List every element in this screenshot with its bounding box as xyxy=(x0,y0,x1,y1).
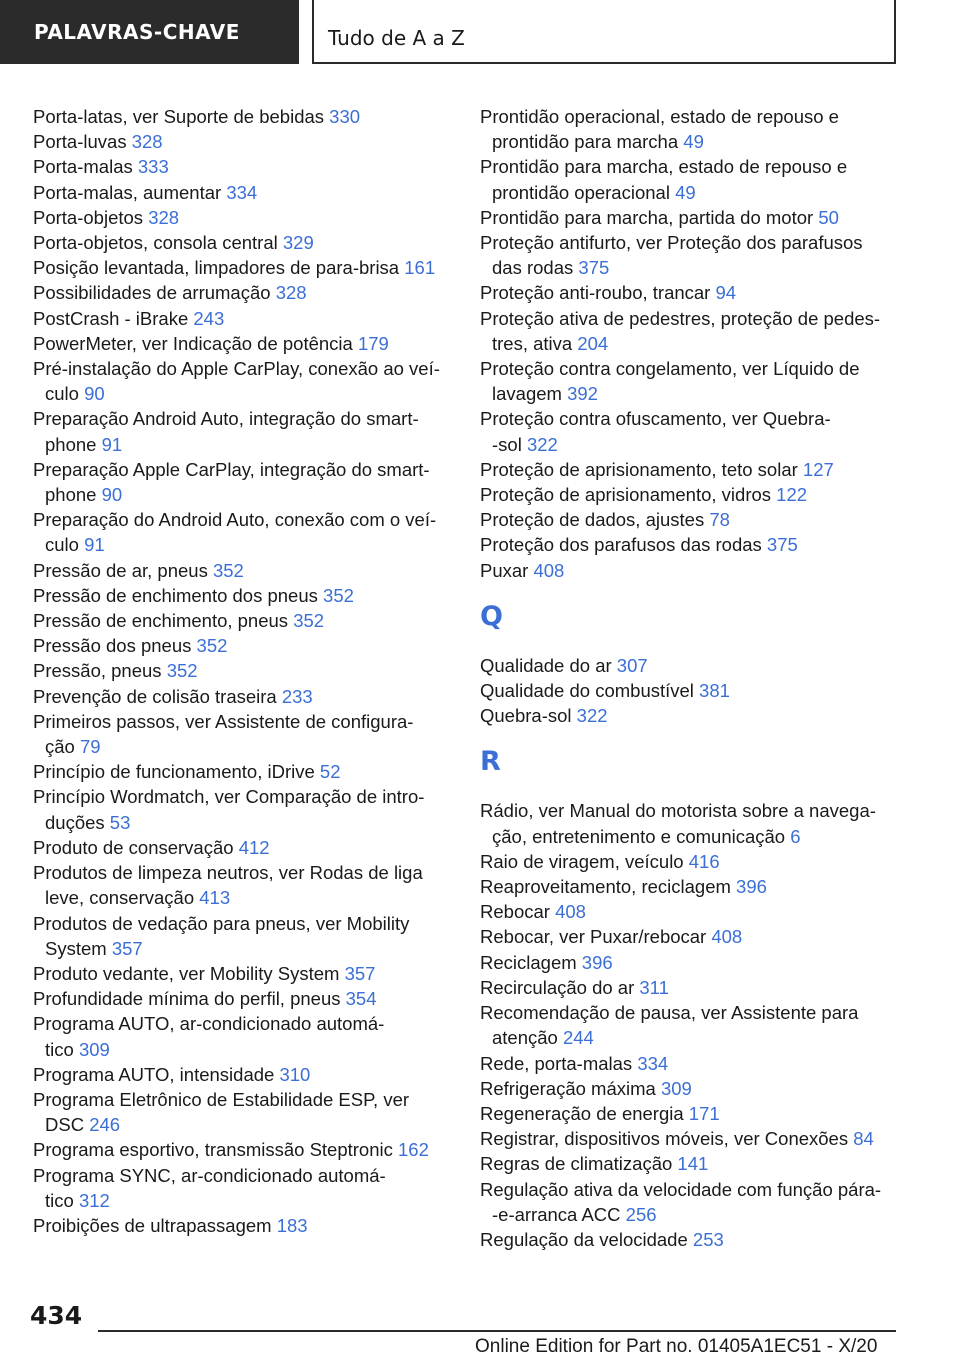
index-entry-text: Proteção de dados, ajustes xyxy=(480,509,710,531)
index-entry-text: Produtos de limpeza neutros, ver Rodas de liga xyxy=(33,862,423,884)
page-reference-link[interactable]: 330 xyxy=(329,106,361,127)
page-reference-link[interactable]: 352 xyxy=(293,610,325,632)
index-entry-text: Primeiros passos, ver Assistente de configura‐ xyxy=(33,710,414,732)
index-entry-text: Reciclagem xyxy=(480,951,582,973)
page-reference-link[interactable]: 309 xyxy=(78,1038,110,1060)
index-entry-text: Pressão dos pneus xyxy=(33,635,197,657)
chapter-title: Tudo de A a Z xyxy=(312,0,896,64)
index-column-right xyxy=(480,104,900,1252)
page-reference-link[interactable]: 375 xyxy=(578,257,610,279)
page-reference-link[interactable]: 183 xyxy=(276,1214,308,1236)
page-reference-link[interactable]: 329 xyxy=(282,232,314,254)
index-entry-text: Prevenção de colisão traseira xyxy=(33,685,282,707)
index-entry xyxy=(480,507,900,532)
page-reference-link[interactable]: 90 xyxy=(101,484,123,506)
index-entry xyxy=(480,899,900,924)
page-reference-link[interactable]: 396 xyxy=(736,876,767,898)
index-entry-text: Proteção antifurto, ver Proteção dos parafusos xyxy=(480,232,863,254)
index-entry-text: Quebra-sol xyxy=(480,705,577,727)
index-entry xyxy=(33,759,453,784)
page-reference-link[interactable]: 49 xyxy=(675,181,696,203)
index-entry-text: DSC xyxy=(45,1114,90,1136)
index-entry-text: culo xyxy=(45,383,85,405)
index-entry-text: Rádio, ver Manual do motorista sobre a navega‐ xyxy=(480,800,876,822)
index-entry-text: Proteção ativa de pedestres, proteção de pedes‐ xyxy=(480,307,881,329)
page-reference-link[interactable]: 352 xyxy=(166,660,198,682)
page-reference-link[interactable]: 244 xyxy=(562,1027,594,1049)
page-reference-link[interactable]: 49 xyxy=(683,131,704,153)
index-entry-text: Proteção contra congelamento, ver Líquido de xyxy=(480,358,860,380)
index-entry-text: Prontidão operacional, estado de repouso e xyxy=(480,106,839,127)
index-entry-text: PowerMeter, ver Indicação de potência xyxy=(33,332,358,354)
page-reference-link[interactable]: 396 xyxy=(581,951,613,973)
index-entry xyxy=(480,1000,900,1050)
index-entry xyxy=(480,1126,900,1151)
index-entry-text: Programa AUTO, ar-condicionado automá‐ xyxy=(33,1013,385,1035)
index-entry-text: Preparação Android Auto, integração do smart‐ xyxy=(33,408,419,430)
page-reference-link[interactable]: 233 xyxy=(281,685,313,707)
page-reference-link[interactable]: 94 xyxy=(715,282,737,304)
index-entry-text: Recomendação de pausa, ver Assistente para xyxy=(480,1002,859,1024)
index-entry-text: Rede, porta-malas xyxy=(480,1052,638,1074)
index-entry xyxy=(33,205,453,230)
page-reference-link[interactable]: 179 xyxy=(357,332,389,354)
index-entry xyxy=(33,306,453,331)
index-entry xyxy=(33,356,453,406)
page-reference-link[interactable]: 171 xyxy=(688,1102,720,1124)
index-entry xyxy=(33,406,453,456)
index-entry xyxy=(480,205,900,230)
index-letter-heading: R xyxy=(480,746,501,778)
index-entry xyxy=(480,1177,900,1227)
index-entry xyxy=(480,798,900,848)
index-entry-text: PostCrash - iBrake xyxy=(33,307,194,329)
index-entry-text: tico xyxy=(45,1038,79,1060)
index-entry-text: Preparação Apple CarPlay, integração do smart‐ xyxy=(33,458,430,480)
index-entry xyxy=(480,482,900,507)
index-entry-text: Programa Eletrônico de Estabilidade ESP, ver xyxy=(33,1088,410,1110)
page-reference-link[interactable]: 310 xyxy=(279,1063,311,1085)
page-reference-link[interactable]: 90 xyxy=(84,383,105,405)
index-entry-text: atenção xyxy=(492,1027,563,1049)
footer-rule xyxy=(98,1330,896,1332)
index-entry xyxy=(480,406,900,456)
index-entry-text: Proteção de aprisionamento, teto solar xyxy=(480,458,803,480)
page-reference-link[interactable]: 416 xyxy=(688,850,720,872)
index-entry xyxy=(33,709,453,759)
index-entry xyxy=(33,1213,453,1238)
index-entry-text: Proteção de aprisionamento, vidros xyxy=(480,484,777,506)
index-entry xyxy=(480,924,900,949)
page-reference-link[interactable]: 328 xyxy=(131,131,163,153)
index-entry-text: das rodas xyxy=(492,257,579,279)
page-reference-link[interactable]: 322 xyxy=(576,705,608,727)
index-entry xyxy=(33,104,453,129)
page-reference-link[interactable]: 381 xyxy=(699,680,730,702)
index-entry-text: prontidão para marcha xyxy=(492,131,684,153)
page-number: 434 xyxy=(30,1301,83,1330)
page-reference-link[interactable]: 50 xyxy=(818,206,839,228)
index-entry xyxy=(480,874,900,899)
index-entry-text: Proteção anti-roubo, trancar xyxy=(480,282,716,304)
index-entry-text: -e-arranca ACC xyxy=(492,1203,626,1225)
index-entry xyxy=(33,129,453,154)
index-entry xyxy=(480,306,900,356)
index-entry-text: Pré-instalação do Apple CarPlay, conexão ao veí‐ xyxy=(33,358,440,380)
index-entry xyxy=(33,280,453,305)
index-entry-text: Prontidão para marcha, partida do motor xyxy=(480,206,819,228)
index-entry-text: duções xyxy=(45,811,110,833)
index-entry xyxy=(480,1101,900,1126)
index-entry-text: Pressão, pneus xyxy=(33,660,167,682)
index-entry xyxy=(480,154,900,204)
index-entry xyxy=(33,911,453,961)
page-reference-link[interactable]: 53 xyxy=(109,811,131,833)
index-entry-text: Produtos de vedação para pneus, ver Mobility xyxy=(33,912,410,934)
page-reference-link[interactable]: 78 xyxy=(709,509,730,531)
page-reference-link[interactable]: 328 xyxy=(148,206,180,228)
index-entry xyxy=(33,835,453,860)
index-entry-text: Regras de climatização xyxy=(480,1153,678,1175)
index-entry-text: -sol xyxy=(492,433,527,455)
page-reference-link[interactable]: 253 xyxy=(692,1228,724,1250)
index-entry-text: Regulação ativa da velocidade com função pára‐ xyxy=(480,1178,882,1200)
index-entry xyxy=(33,784,453,834)
index-entry xyxy=(480,1076,900,1101)
page-reference-link[interactable]: 412 xyxy=(238,836,270,858)
index-entry-text: Princípio de funcionamento, iDrive xyxy=(33,761,320,783)
index-entry xyxy=(480,950,900,975)
index-entry-text: Recirculação do ar xyxy=(480,976,640,998)
index-entry-text: lavagem xyxy=(492,383,568,405)
index-entry xyxy=(33,255,453,280)
index-entry xyxy=(33,1087,453,1137)
index-entry-text: Programa AUTO, intensidade xyxy=(33,1063,280,1085)
index-entry-text: Prontidão para marcha, estado de repouso e xyxy=(480,156,848,178)
index-entry-text: Produto de conservação xyxy=(33,836,239,858)
page-reference-link[interactable]: 352 xyxy=(323,584,354,606)
index-entry xyxy=(480,1227,900,1252)
page-reference-link[interactable]: 91 xyxy=(101,433,123,455)
page-reference-link[interactable]: 309 xyxy=(660,1077,692,1099)
page-reference-link[interactable]: 334 xyxy=(226,181,258,203)
index-entry xyxy=(33,860,453,910)
index-entry-text: Reaproveitamento, reciclagem xyxy=(480,876,737,898)
index-entry-text: Rebocar xyxy=(480,901,556,923)
index-entry xyxy=(480,975,900,1000)
page-reference-link[interactable]: 408 xyxy=(555,901,586,923)
index-entry-text: Programa esportivo, transmissão Steptronic xyxy=(33,1139,399,1161)
page-reference-link[interactable]: 413 xyxy=(199,887,231,909)
index-entry xyxy=(480,356,900,406)
page-reference-link[interactable]: 79 xyxy=(79,736,101,758)
index-entry xyxy=(33,633,453,658)
index-entry-text: prontidão operacional xyxy=(492,181,676,203)
index-entry-text: Pressão de enchimento dos pneus xyxy=(33,584,324,606)
page-reference-link[interactable]: 312 xyxy=(78,1189,110,1211)
index-entry xyxy=(33,608,453,633)
index-entry-text: Produto vedante, ver Mobility System xyxy=(33,962,345,984)
index-entry-text: Preparação do Android Auto, conexão com o veí‐ xyxy=(33,509,437,531)
index-entry xyxy=(33,684,453,709)
page-reference-link[interactable]: 127 xyxy=(802,458,834,480)
index-letter-heading: Q xyxy=(480,600,503,632)
index-entry-text: Pressão de ar, pneus xyxy=(33,559,213,581)
index-column-left xyxy=(33,104,453,1238)
index-entry-text: Refrigeração máxima xyxy=(480,1077,661,1099)
index-entry xyxy=(33,986,453,1011)
index-entry xyxy=(33,1011,453,1061)
index-entry xyxy=(480,703,900,728)
index-entry xyxy=(33,1062,453,1087)
index-entry xyxy=(480,678,900,703)
page-reference-link[interactable]: 322 xyxy=(526,433,558,455)
index-entry-text: Puxar xyxy=(480,559,534,581)
page-reference-link[interactable]: 52 xyxy=(319,761,341,783)
index-entry-text: Proibições de ultrapassagem xyxy=(33,1214,277,1236)
page-reference-link[interactable]: 91 xyxy=(84,534,105,556)
index-entry-text: leve, conservação xyxy=(45,887,200,909)
index-entry-text: Regeneração de energia xyxy=(480,1102,689,1124)
index-entry xyxy=(33,180,453,205)
page-reference-link[interactable]: 375 xyxy=(766,534,798,556)
index-entry xyxy=(33,583,453,608)
index-entry-text: Porta-luvas xyxy=(33,131,132,153)
index-entry-text: ção, entretenimento e comunicação xyxy=(492,825,791,847)
index-entry xyxy=(33,1163,453,1213)
index-entry-text: Pressão de enchimento, pneus xyxy=(33,610,294,632)
page-reference-link[interactable]: 311 xyxy=(639,976,669,998)
index-entry-text: Princípio Wordmatch, ver Comparação de intro‐ xyxy=(33,786,425,808)
index-entry-text: phone xyxy=(45,484,102,506)
page-reference-link[interactable]: 408 xyxy=(711,926,743,948)
section-tab: PALAVRAS-CHAVE xyxy=(0,0,299,64)
page-reference-link[interactable]: 354 xyxy=(345,988,377,1010)
page-reference-link[interactable]: 307 xyxy=(616,654,648,676)
page-reference-link[interactable]: 256 xyxy=(625,1203,657,1225)
index-entry-text: phone xyxy=(45,433,102,455)
index-entry xyxy=(480,280,900,305)
page-reference-link[interactable]: 161 xyxy=(404,257,436,279)
index-entry-text: Possibilidades de arrumação xyxy=(33,282,276,304)
index-entry-text: Porta-objetos xyxy=(33,206,149,228)
page-reference-link[interactable]: 84 xyxy=(853,1128,874,1150)
index-entry-text: tres, ativa xyxy=(492,332,578,354)
index-entry xyxy=(33,1137,453,1162)
index-entry-text: Proteção dos parafusos das rodas xyxy=(480,534,767,556)
page-reference-link[interactable]: 328 xyxy=(275,282,307,304)
index-entry-text: culo xyxy=(45,534,85,556)
index-entry xyxy=(480,558,900,583)
page-reference-link[interactable]: 141 xyxy=(677,1153,709,1175)
index-entry-text: Porta-malas xyxy=(33,156,138,178)
page-reference-link[interactable]: 357 xyxy=(344,962,376,984)
index-entry xyxy=(480,653,900,678)
page-reference-link[interactable]: 204 xyxy=(577,332,609,354)
index-entry xyxy=(480,532,900,557)
index-entry-text: Rebocar, ver Puxar/rebocar xyxy=(480,926,712,948)
page-reference-link[interactable]: 122 xyxy=(776,484,808,506)
index-entry-text: Qualidade do ar xyxy=(480,654,617,676)
footer-text: Online Edition for Part no. 01405A1EC51 - X/20 xyxy=(475,1336,878,1357)
index-entry xyxy=(33,154,453,179)
index-entry-text: Porta-objetos, consola central xyxy=(33,232,283,254)
index-entry xyxy=(480,104,900,154)
index-entry xyxy=(33,961,453,986)
index-entry-text: System xyxy=(45,937,112,959)
page-reference-link[interactable]: 243 xyxy=(193,307,225,329)
index-entry-text: Registrar, dispositivos móveis, ver Conexões xyxy=(480,1128,854,1150)
page-reference-link[interactable]: 357 xyxy=(111,937,143,959)
page-reference-link[interactable]: 6 xyxy=(790,825,801,847)
index-entry xyxy=(33,457,453,507)
index-entry xyxy=(33,558,453,583)
page-reference-link[interactable]: 352 xyxy=(196,635,228,657)
index-entry-text: Programa SYNC, ar-condicionado automá‐ xyxy=(33,1164,386,1186)
index-entry-text: ção xyxy=(45,736,80,758)
page-reference-link[interactable]: 408 xyxy=(533,559,565,581)
index-entry-text: Qualidade do combustível xyxy=(480,680,700,702)
index-entry-text: Profundidade mínima do perfil, pneus xyxy=(33,988,346,1010)
index-entry-text: Proteção contra ofuscamento, ver Quebra‐ xyxy=(480,408,831,430)
page-reference-link[interactable]: 352 xyxy=(212,559,244,581)
index-entry-text: Porta-malas, aumentar xyxy=(33,181,227,203)
index-entry xyxy=(480,230,900,280)
index-entry-text: Regulação da velocidade xyxy=(480,1228,693,1250)
index-entry xyxy=(33,230,453,255)
page-reference-link[interactable]: 392 xyxy=(567,383,598,405)
index-entry xyxy=(33,507,453,557)
index-entry-text: Raio de viragem, veículo xyxy=(480,850,689,872)
index-entry-text: tico xyxy=(45,1189,79,1211)
page-reference-link[interactable]: 333 xyxy=(137,156,169,178)
index-entry-text: Posição levantada, limpadores de para-brisa xyxy=(33,257,405,279)
index-entry-text: Porta-latas, ver Suporte de bebidas xyxy=(33,106,330,127)
index-entry xyxy=(480,1051,900,1076)
page-reference-link[interactable]: 162 xyxy=(398,1139,429,1161)
index-entry xyxy=(480,1151,900,1176)
index-entry xyxy=(480,849,900,874)
page-reference-link[interactable]: 246 xyxy=(89,1114,121,1136)
index-entry xyxy=(33,331,453,356)
index-entry xyxy=(33,658,453,683)
index-entry xyxy=(480,457,900,482)
page-reference-link[interactable]: 334 xyxy=(637,1052,669,1074)
